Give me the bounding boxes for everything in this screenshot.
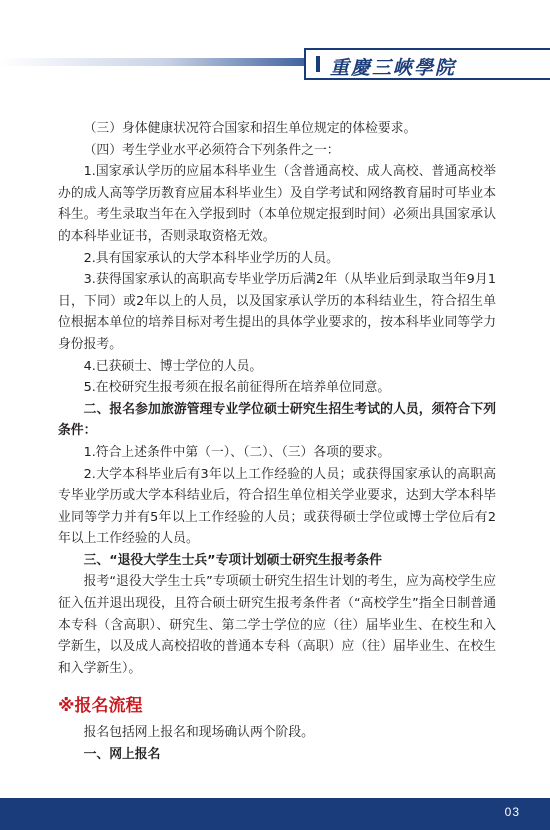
- paragraph: 报考“退役大学生士兵”专项硕士研究生招生计划的考生，应为高校学生应征入伍并退出现役，且符合硕士研究生报考条件者（“高校学生”指全日制普通本专科（含高职）、研究生、第二学士学位的应（往）届毕业生、在校生和入学新生，以及成人高校招收的普通本专科（高职）应（往）届毕业生、在校生和入学新生）。: [58, 574, 496, 676]
- paragraph: 4.已获硕士、博士学位的人员。: [83, 358, 263, 374]
- paragraph: 报名包括网上报名和现场确认两个阶段。: [83, 725, 314, 741]
- paragraph: 2.具有国家承认的大学本科毕业学历的人员。: [83, 250, 339, 266]
- paragraph: 1.符合上述条件中第（一）、（二）、（三）各项的要求。: [83, 444, 391, 460]
- logo-text: 重慶三峽學院: [330, 57, 457, 79]
- header-logo: [306, 48, 550, 80]
- section-heading: 一、网上报名: [83, 747, 161, 763]
- paragraph: 3.获得国家承认的高职高专毕业学历后满2年（从毕业后到录取当年9月1日，下同）或2年以上的人员，以及国家承认学历的本科结业生，符合招生单位根据本单位的培养目标对考生提出的具体学业要求的，按本科毕业同等学力身份报考。: [58, 272, 496, 352]
- paragraph: 5.在校研究生报考须在报名前征得所在培养单位同意。: [83, 380, 391, 396]
- document-body: [58, 118, 496, 766]
- paragraph: （三）身体健康状况符合国家和招生单位规定的体检要求。: [83, 121, 417, 136]
- page-number: 03: [504, 805, 520, 819]
- paragraph: 2.大学本科毕业后有3年以上工作经验的人员；或获得国家承认的高职高专毕业学历或大学本科结业后，符合招生单位相关学业要求，达到大学本科毕业同等学力并有5年以上工作经验的人员；或获得硕士学位或博士学位后有2年以上工作经验的人员。: [58, 466, 496, 547]
- logo-mark-icon: [316, 56, 320, 72]
- registration-process-title: ※报名流程: [58, 696, 143, 717]
- paragraph: 1.国家承认学历的应届本科毕业生（含普通高校、成人高校、普通高校举办的成人高等学历教育应届本科毕业生）及自学考试和网络教育届时可毕业本科生。考生录取当年在入学报到时（本单位规定报到时间）必须出具国家承认的本科毕业证书，否则录取资格无效。: [58, 164, 496, 244]
- paragraph: （四）考生学业水平必须符合下列条件之一：: [83, 142, 340, 158]
- section-heading: 三、“退役大学生士兵”专项计划硕士研究生报考条件: [83, 552, 382, 568]
- footer-bar: [0, 798, 550, 830]
- section-heading: 二、报名参加旅游管理专业学位硕士研究生招生考试的人员，须符合下列条件：: [58, 401, 496, 439]
